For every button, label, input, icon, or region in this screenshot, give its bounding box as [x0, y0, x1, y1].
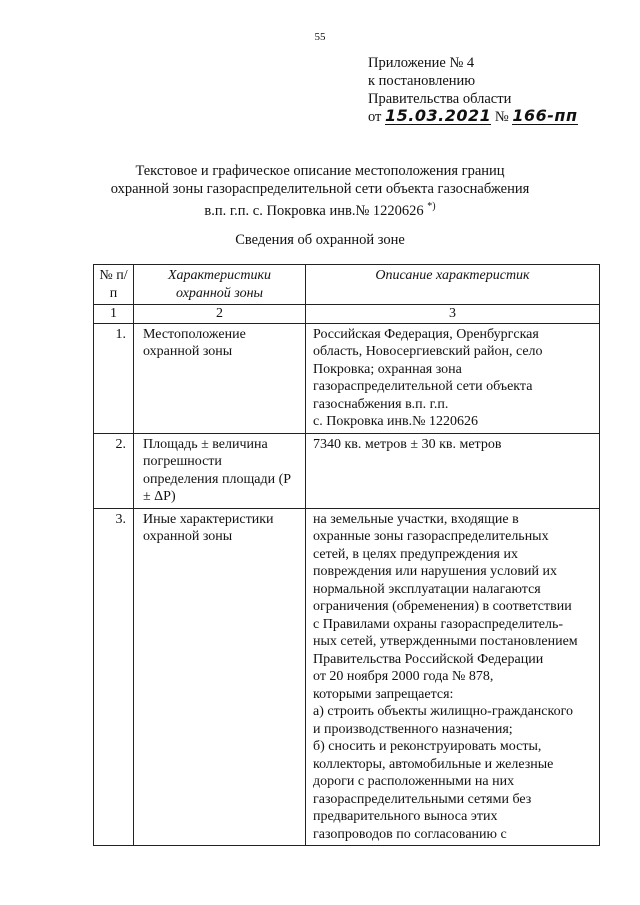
desc-line: Правительства Российской Федерации — [313, 651, 544, 667]
index-cell-1: 1 — [94, 305, 134, 324]
desc-line: ных сетей, утвержденными постановлением — [313, 634, 578, 649]
handwritten-date: 15.03.2021 — [385, 106, 492, 125]
desc-line: сетей, в целях предупреждения их — [313, 546, 518, 562]
desc-line: с. Покровка инв.№ 1220626 — [313, 414, 478, 429]
section-subtitle: Сведения об охранной зоне — [235, 232, 405, 248]
desc-line: с Правилами охраны газораспределитель- — [313, 616, 563, 632]
desc-line: Российская Федерация, Оренбургская — [313, 326, 539, 342]
table-row — [94, 508, 600, 846]
desc-line: газопроводов по согласованию с — [313, 826, 507, 842]
appendix-date-line — [368, 108, 578, 126]
table-index-row — [94, 305, 600, 324]
row-number: 2. — [94, 433, 134, 508]
date-prefix: от — [368, 109, 382, 125]
desc-line: газораспределительной сети объекта — [313, 379, 533, 394]
document-title — [0, 162, 640, 220]
number-prefix: № — [494, 109, 509, 125]
row-number: 3. — [94, 508, 134, 846]
index-cell-2: 2 — [134, 305, 306, 324]
desc-line: и производственного назначения; — [313, 721, 513, 737]
page-number: 55 — [314, 31, 326, 43]
footnote-mark: *) — [427, 201, 436, 212]
desc-line: повреждения или нарушения условий их — [313, 564, 557, 579]
row-label: Иные характеристики охранной зоны — [134, 508, 306, 846]
desc-line: 7340 кв. метров ± 30 кв. метров — [313, 436, 502, 452]
handwritten-number: 166-пп — [512, 106, 578, 125]
table-header-row — [94, 265, 600, 305]
desc-line: коллекторы, автомобильные и железные — [313, 756, 554, 772]
desc-line: дороги с расположенными на них — [313, 774, 515, 789]
title-line-1: Текстовое и графическое описание местоположения границ — [135, 163, 505, 179]
desc-line: предварительного выноса этих — [313, 809, 498, 824]
desc-line: нормальной эксплуатации налагаются — [313, 581, 541, 597]
appendix-block — [368, 54, 578, 126]
table-row — [94, 323, 600, 433]
protection-zone-table — [93, 264, 600, 846]
desc-line: которыми запрещается: — [313, 686, 454, 702]
title-line-3 — [0, 198, 640, 220]
desc-line: газоснабжения в.п. г.п. — [313, 396, 449, 412]
desc-line: а) строить объекты жилищно-гражданского — [313, 704, 573, 719]
appendix-line-3: Правительства области — [368, 91, 512, 107]
desc-line: газораспределительными сетями без — [313, 791, 532, 807]
row-label: Местоположение охранной зоны — [134, 323, 306, 433]
header-description: Описание характеристик — [306, 265, 600, 305]
desc-line: на земельные участки, входящие в — [313, 511, 519, 527]
desc-line: область, Новосергиевский район, село — [313, 344, 543, 359]
desc-line: от 20 ноября 2000 года № 878, — [313, 669, 494, 684]
header-number: № п/п — [94, 265, 134, 305]
desc-line: ограничения (обременения) в соответствии — [313, 599, 572, 614]
title-line-3-text: в.п. г.п. с. Покровка инв.№ 1220626 — [204, 202, 424, 219]
appendix-line-2: к постановлению — [368, 73, 476, 89]
desc-line: охранные зоны газораспределительных — [313, 529, 549, 544]
desc-line: б) сносить и реконструировать мосты, — [313, 739, 542, 754]
row-number: 1. — [94, 323, 134, 433]
row-description — [306, 433, 600, 508]
table-row — [94, 433, 600, 508]
row-description — [306, 508, 600, 846]
header-characteristics: Характеристики охранной зоны — [134, 265, 306, 305]
row-description — [306, 323, 600, 433]
index-cell-3: 3 — [306, 305, 600, 324]
appendix-line-1: Приложение № 4 — [368, 55, 475, 71]
row-label: Площадь ± величина погрешности определения площади (P ± ΔP) — [134, 433, 306, 508]
desc-line: Покровка; охранная зона — [313, 361, 462, 377]
title-line-2: охранной зоны газораспределительной сети объекта газоснабжения — [110, 181, 530, 197]
